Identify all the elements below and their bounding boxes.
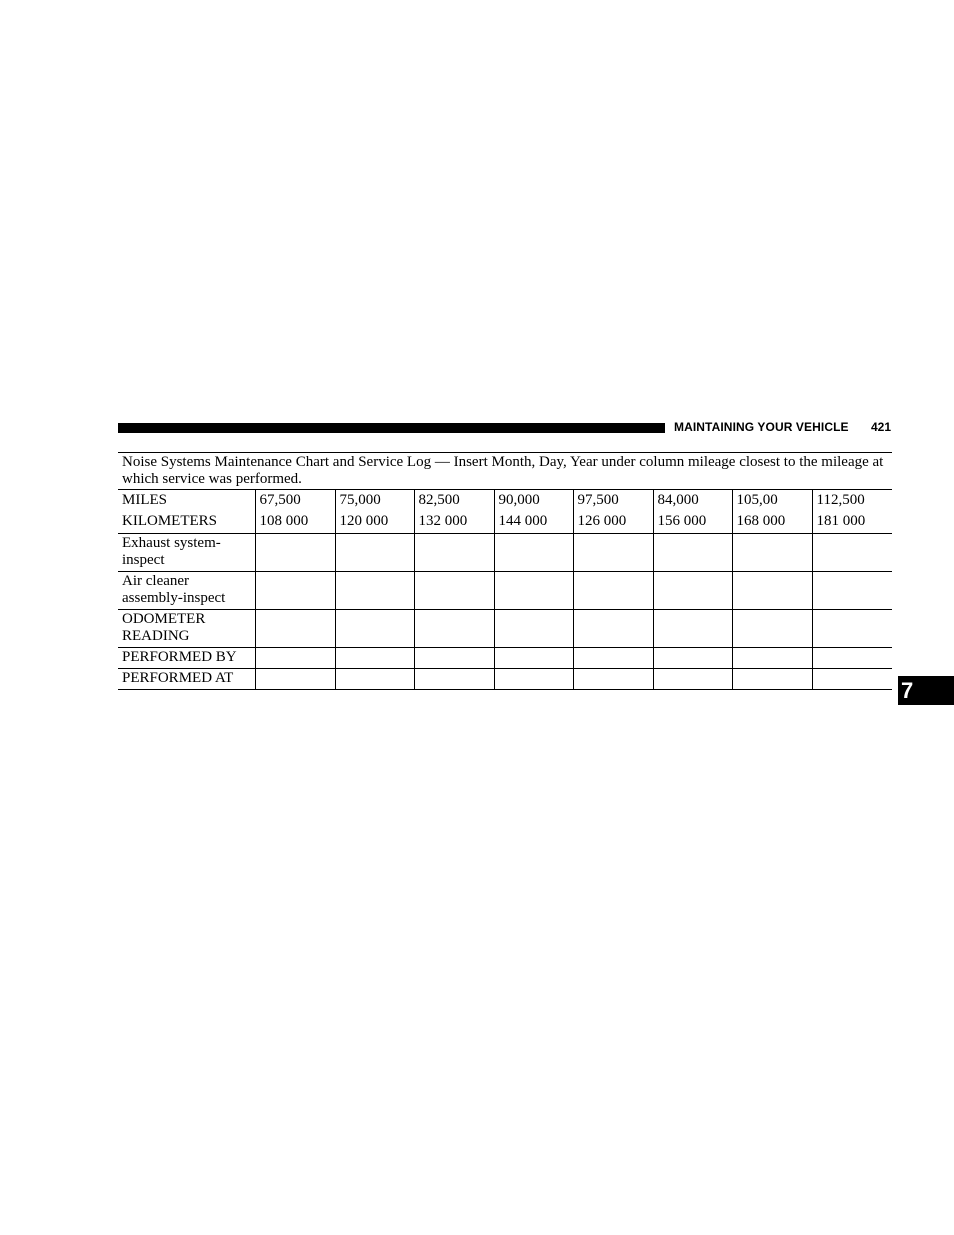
log-entry-cell	[653, 648, 732, 669]
log-entry-cell	[573, 669, 653, 690]
log-entry-cell	[414, 572, 494, 610]
log-entry-cell	[573, 572, 653, 610]
mileage-cell: 67,500	[255, 490, 335, 513]
log-entry-cell	[494, 572, 573, 610]
row-label: PERFORMED AT	[118, 669, 255, 690]
log-entry-cell	[732, 610, 812, 648]
log-entry-cell	[653, 610, 732, 648]
log-entry-cell	[255, 610, 335, 648]
mileage-cell: 105,00	[732, 490, 812, 513]
kilometer-cell: 181 000	[812, 512, 892, 534]
log-entry-cell	[573, 610, 653, 648]
mileage-cell: 97,500	[573, 490, 653, 513]
mileage-cell: 84,000	[653, 490, 732, 513]
table-row-miles	[118, 490, 892, 513]
log-entry-cell	[812, 610, 892, 648]
table-row-odometer	[118, 610, 892, 648]
log-entry-cell	[414, 648, 494, 669]
row-label: KILOMETERS	[118, 512, 255, 534]
log-entry-cell	[494, 534, 573, 572]
log-entry-cell	[414, 534, 494, 572]
caption-row	[118, 453, 892, 490]
log-entry-cell	[255, 534, 335, 572]
table-row-air-cleaner	[118, 572, 892, 610]
kilometer-cell: 120 000	[335, 512, 414, 534]
row-label: ODOMETER READING	[118, 610, 255, 648]
mileage-cell: 82,500	[414, 490, 494, 513]
table-row-exhaust	[118, 534, 892, 572]
table-row-performed-at	[118, 669, 892, 690]
log-entry-cell	[494, 648, 573, 669]
log-entry-cell	[812, 648, 892, 669]
log-entry-cell	[573, 648, 653, 669]
log-entry-cell	[335, 572, 414, 610]
kilometer-cell: 168 000	[732, 512, 812, 534]
kilometer-cell: 108 000	[255, 512, 335, 534]
mileage-cell: 90,000	[494, 490, 573, 513]
log-entry-cell	[653, 572, 732, 610]
kilometer-cell: 132 000	[414, 512, 494, 534]
kilometer-cell: 144 000	[494, 512, 573, 534]
table-row-performed-by	[118, 648, 892, 669]
log-entry-cell	[732, 669, 812, 690]
log-entry-cell	[732, 534, 812, 572]
kilometer-cell: 126 000	[573, 512, 653, 534]
log-entry-cell	[732, 648, 812, 669]
mileage-cell: 112,500	[812, 490, 892, 513]
log-entry-cell	[653, 669, 732, 690]
log-entry-cell	[255, 669, 335, 690]
chapter-tab: 7	[898, 676, 954, 705]
table-caption: Noise Systems Maintenance Chart and Service Log — Insert Month, Day, Year under column mileage closest to the mileage at which service was performed.	[118, 453, 892, 490]
log-entry-cell	[335, 610, 414, 648]
log-entry-cell	[255, 572, 335, 610]
log-entry-cell	[732, 572, 812, 610]
log-entry-cell	[335, 648, 414, 669]
table-row-kilometers	[118, 512, 892, 534]
log-entry-cell	[573, 534, 653, 572]
log-entry-cell	[255, 648, 335, 669]
log-entry-cell	[812, 534, 892, 572]
log-entry-cell	[414, 610, 494, 648]
log-entry-cell	[494, 610, 573, 648]
row-label: PERFORMED BY	[118, 648, 255, 669]
log-entry-cell	[414, 669, 494, 690]
running-header-title: MAINTAINING YOUR VEHICLE	[674, 420, 849, 434]
page-number: 421	[871, 420, 892, 434]
log-entry-cell	[653, 534, 732, 572]
log-entry-cell	[335, 669, 414, 690]
row-label: Air cleaner assembly-inspect	[118, 572, 255, 610]
row-label: MILES	[118, 490, 255, 513]
row-label: Exhaust system-inspect	[118, 534, 255, 572]
service-log-table	[118, 452, 892, 690]
log-entry-cell	[812, 669, 892, 690]
log-entry-cell	[335, 534, 414, 572]
kilometer-cell: 156 000	[653, 512, 732, 534]
mileage-cell: 75,000	[335, 490, 414, 513]
log-entry-cell	[494, 669, 573, 690]
log-entry-cell	[812, 572, 892, 610]
header-rule	[118, 423, 665, 433]
